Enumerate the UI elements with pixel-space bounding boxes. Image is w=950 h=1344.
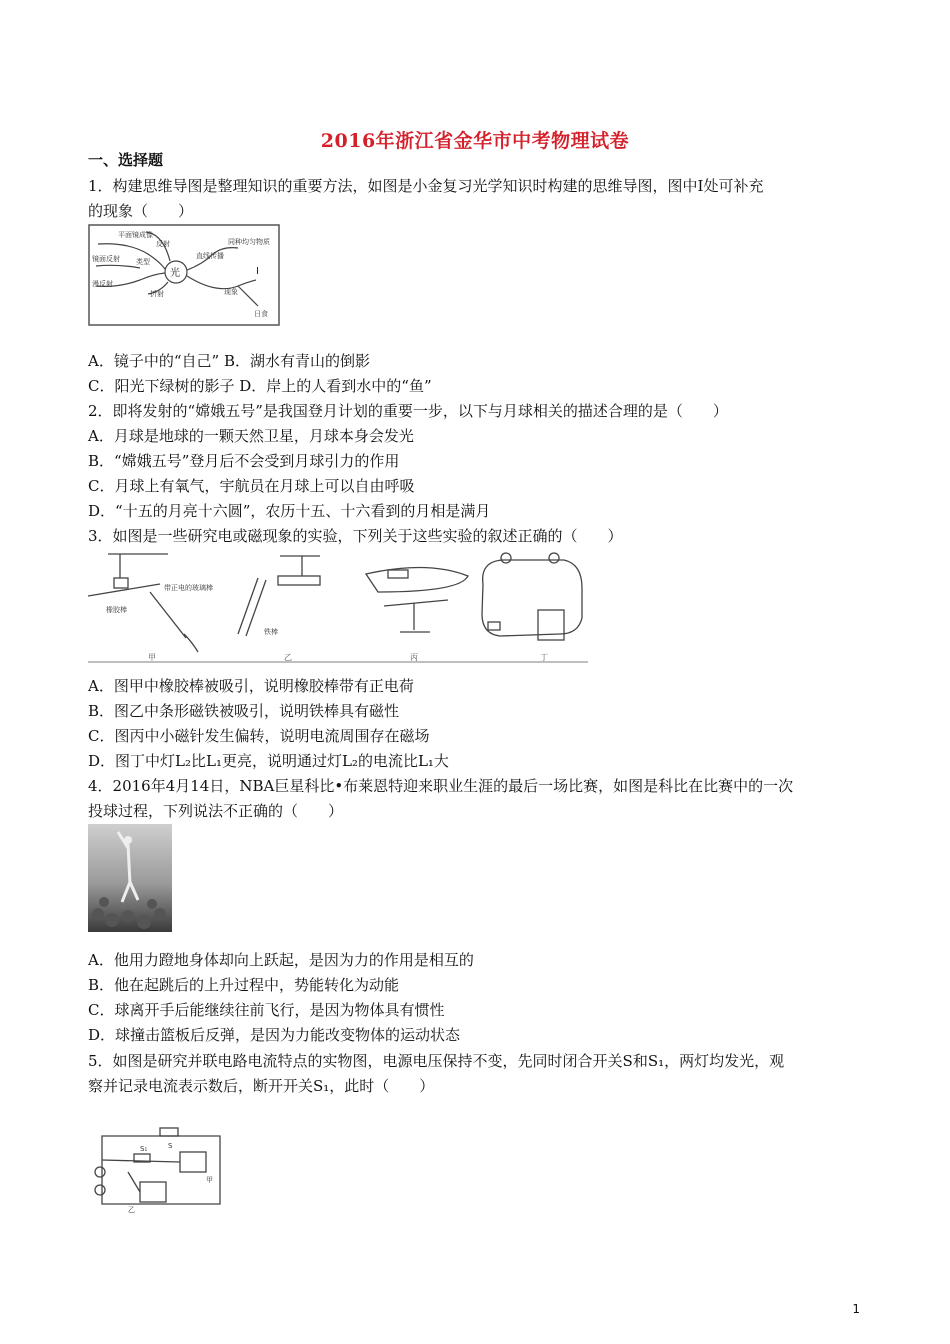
q4-option-d: D．球撞击篮板后反弹，是因为力能改变物体的运动状态 — [88, 1026, 461, 1044]
q2-option-c: C．月球上有氧气，宇航员在月球上可以自由呼吸 — [88, 477, 415, 495]
q5-label-s1: S₁ — [140, 1145, 148, 1153]
q1-label-7: 直线传播 — [196, 252, 224, 260]
q5-circuit-figure — [88, 1124, 234, 1214]
q1-label-0: 平面镜成像 — [118, 231, 153, 239]
page-number: 1 — [852, 1302, 860, 1316]
q1-label-2: 类型 — [136, 258, 150, 266]
q1-options-ab: A．镜子中的“自己” B．湖水有青山的倒影 — [88, 352, 370, 370]
q1-options-cd: C．阳光下绿树的影子 D．岸上的人看到水中的“鱼” — [88, 377, 432, 395]
q3-label-bing: 丙 — [410, 653, 418, 662]
q2-option-b: B．“嫦娥五号”登月后不会受到月球引力的作用 — [88, 452, 400, 470]
q3-experiments-figure — [88, 548, 588, 666]
q1-label-6: 折射 — [150, 290, 164, 298]
q5-stem-line2: 察并记录电流表示数后，断开开关S₁，此时（ ） — [88, 1077, 435, 1095]
q1-label-1: 镜面反射 — [92, 255, 120, 263]
q1-label-4: 反射 — [156, 240, 170, 248]
q1-mind-map-figure — [88, 224, 280, 326]
q1-label-5: 光 — [170, 268, 180, 279]
q1-label-10: 现象 — [224, 288, 238, 296]
q3-label-rubber-rod: 橡胶棒 — [106, 606, 127, 614]
q4-stem-line2: 投球过程，下列说法不正确的（ ） — [88, 802, 344, 820]
q3-label-glass-rod: 带正电的玻璃棒 — [164, 584, 213, 592]
q5-label-yi: 乙 — [128, 1206, 135, 1214]
q3-option-c: C．图丙中小磁针发生偏转，说明电流周围存在磁场 — [88, 727, 430, 745]
page-title: 2016年浙江省金华市中考物理试卷 — [320, 130, 630, 152]
q1-stem-line2: 的现象（ ） — [88, 202, 194, 220]
q5-stem-line1: 5．如图是研究并联电路电流特点的实物图，电源电压保持不变，先同时闭合开关S和S₁，两灯均发光，观 — [88, 1052, 785, 1070]
q3-option-d: D．图丁中灯L₂比L₁更亮，说明通过灯L₂的电流比L₁大 — [88, 752, 449, 770]
q4-stem-line1: 4．2016年4月14日，NBA巨星科比•布莱恩特迎来职业生涯的最后一场比赛，如图是科比在比赛中的一次 — [88, 777, 794, 795]
q4-option-a: A．他用力蹬地身体却向上跃起，是因为力的作用是相互的 — [88, 951, 474, 969]
q4-basketball-photo — [88, 824, 172, 932]
q3-stem: 3．如图是一些研究电或磁现象的实验，下列关于这些实验的叙述正确的（ ） — [88, 527, 623, 545]
q3-option-a: A．图甲中橡胶棒被吸引，说明橡胶棒带有正电荷 — [88, 677, 414, 695]
section-heading: 一、选择题 — [88, 151, 164, 169]
q2-option-d: D．“十五的月亮十六圆”，农历十五、十六看到的月相是满月 — [88, 502, 491, 520]
q1-label-11: 日食 — [254, 310, 268, 318]
q1-label-3: 漫反射 — [92, 280, 113, 288]
q5-label-jia: 甲 — [206, 1176, 213, 1184]
q3-label-ding: 丁 — [540, 653, 548, 662]
q4-option-b: B．他在起跳后的上升过程中，势能转化为动能 — [88, 976, 400, 994]
q1-label-8: 同种均匀物质 — [228, 238, 270, 246]
q1-label-9: Ⅰ — [256, 266, 259, 277]
q3-label-jia: 甲 — [148, 653, 156, 662]
q3-label-iron-rod: 铁棒 — [264, 628, 278, 636]
q2-option-a: A．月球是地球的一颗天然卫星，月球本身会发光 — [88, 427, 414, 445]
q3-label-yi: 乙 — [284, 653, 292, 662]
q3-option-b: B．图乙中条形磁铁被吸引，说明铁棒具有磁性 — [88, 702, 400, 720]
q1-stem-line1: 1．构建思维导图是整理知识的重要方法，如图是小金复习光学知识时构建的思维导图，图中Ⅰ处可补充 — [88, 177, 764, 195]
q4-option-c: C．球离开手后能继续往前飞行，是因为物体具有惯性 — [88, 1001, 445, 1019]
q5-label-s: S — [168, 1142, 173, 1150]
q2-stem: 2．即将发射的“嫦娥五号”是我国登月计划的重要一步，以下与月球相关的描述合理的是（ ） — [88, 402, 728, 420]
